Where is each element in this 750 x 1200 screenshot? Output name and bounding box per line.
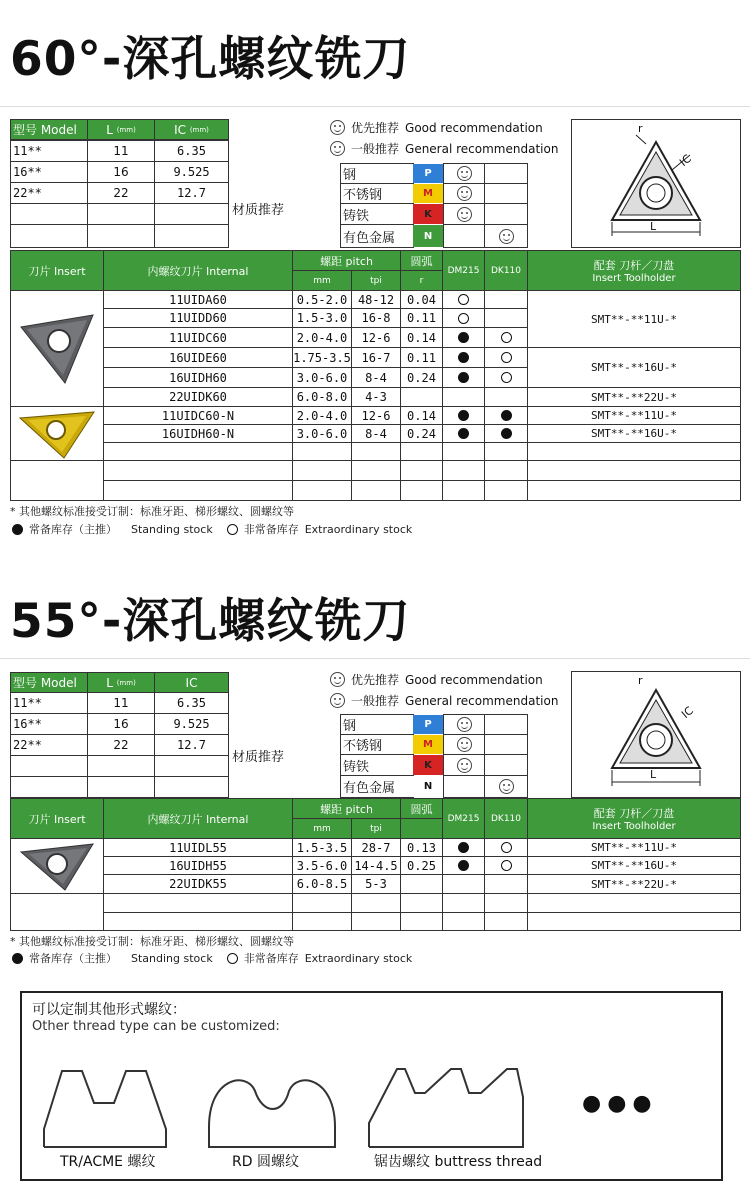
empty-cell <box>351 442 401 461</box>
pitch-tpi: 16-8 <box>351 308 401 328</box>
pitch-mm: 3.0-6.0 <box>292 424 352 443</box>
pitch-tpi: 5-3 <box>351 874 401 894</box>
empty-cell <box>103 912 293 931</box>
smiley-icon <box>330 672 345 687</box>
pitch-tpi: 12-6 <box>351 406 401 425</box>
dm215-rating <box>443 224 485 248</box>
custom-note: * 其他螺纹标准接受订制：标准牙距、梯形螺纹、圆螺纹等 <box>10 505 294 518</box>
pitch-tpi: 14-4.5 <box>351 856 401 875</box>
extraordinary-stock-icon <box>227 953 238 964</box>
empty-cell <box>527 442 741 461</box>
stock-legend: 常备库存（主推） Standing stock 非常备库存 Extraordinary stock <box>12 950 412 966</box>
spec-empty-cell <box>10 224 88 248</box>
empty-cell <box>527 893 741 913</box>
extraordinary-stock-icon <box>501 332 512 343</box>
dm215-cell <box>442 387 485 407</box>
pitch-tpi: 8-4 <box>351 424 401 443</box>
dk110-rating <box>484 224 528 248</box>
radius-r-header: r <box>400 270 443 291</box>
dk110-rating <box>484 183 528 204</box>
dk110-rating <box>484 734 528 755</box>
extraordinary-stock-icon <box>501 842 512 853</box>
dm215-header: DM215 <box>442 798 485 839</box>
radius-value: 0.25 <box>400 856 443 875</box>
round-thread-icon <box>207 1057 337 1149</box>
empty-cell <box>292 912 352 931</box>
pitch-tpi: 16-7 <box>351 347 401 368</box>
toolholder-cell: SMT**-**16U-* <box>527 856 741 875</box>
dk110-cell <box>484 308 528 328</box>
pitch-tpi: 48-12 <box>351 290 401 309</box>
dm215-cell <box>442 308 485 328</box>
dm215-cell <box>442 874 485 894</box>
empty-cell <box>292 442 352 461</box>
thread-type-label: TR/ACME 螺纹 <box>60 1154 156 1170</box>
smiley-icon <box>330 120 345 135</box>
insert-image-gold <box>10 406 104 461</box>
insert-header: 刀片 Insert <box>10 798 104 839</box>
spec-IC-cell: 12.7 <box>154 734 229 756</box>
pitch-mm: 0.5-2.0 <box>292 290 352 309</box>
spec-IC-cell: 9.525 <box>154 161 229 183</box>
diagram-l-label: L <box>650 220 657 233</box>
insert-code: 11UIDD60 <box>103 308 293 328</box>
spec-L-cell: 22 <box>87 734 155 756</box>
insert-code: 22UIDK55 <box>103 874 293 894</box>
empty-cell <box>103 460 293 481</box>
dm215-cell <box>442 290 485 309</box>
dm215-cell <box>442 367 485 388</box>
toolholder-cell: SMT**-**11U-* <box>527 290 741 348</box>
section-60-title: 60°-深孔螺纹铣刀 <box>10 32 411 87</box>
material-code-K: K <box>413 755 443 775</box>
section-55-title: 55°-深孔螺纹铣刀 <box>10 594 411 649</box>
radius-value <box>400 387 443 407</box>
spec-IC-cell: 12.7 <box>154 182 229 204</box>
standing-stock-icon <box>458 842 469 853</box>
spec-empty-cell <box>87 224 155 248</box>
dm215-cell <box>442 856 485 875</box>
insert-code: 16UIDH60 <box>103 367 293 388</box>
material-code-M: M <box>413 735 443 754</box>
smiley-icon <box>330 693 345 708</box>
standing-stock-icon <box>12 524 23 535</box>
material-name: 有色金属 <box>340 224 414 248</box>
dm215-cell <box>442 838 485 857</box>
pitch-tpi: 8-4 <box>351 367 401 388</box>
standing-stock-icon <box>458 352 469 363</box>
radius-value: 0.04 <box>400 290 443 309</box>
spec-empty-cell <box>10 776 88 798</box>
extraordinary-stock-icon <box>501 372 512 383</box>
empty-cell <box>400 442 443 461</box>
radius-value: 0.13 <box>400 838 443 857</box>
dk110-rating <box>484 163 528 184</box>
dk110-cell <box>484 874 528 894</box>
diagram-ic-label: IC <box>679 704 696 721</box>
radius-value: 0.14 <box>400 327 443 348</box>
insert-header: 刀片 Insert <box>10 250 104 291</box>
buttress-thread-icon <box>367 1057 527 1149</box>
pitch-header: 螺距 pitch <box>292 250 401 271</box>
standing-stock-icon <box>501 410 512 421</box>
smiley-icon <box>499 779 514 794</box>
diagram-r-label: r <box>638 122 643 135</box>
spec-IC-cell: 9.525 <box>154 713 229 735</box>
dk110-rating <box>484 714 528 735</box>
standing-stock-icon <box>458 372 469 383</box>
diagram-r-label: r <box>638 674 643 687</box>
smiley-icon <box>457 166 472 181</box>
spec-empty-cell <box>154 776 229 798</box>
legend-good: 优先推荐 Good recommendation <box>330 119 543 136</box>
internal-header: 内螺纹刀片 Internal <box>103 798 293 839</box>
pitch-tpi: 12-6 <box>351 327 401 348</box>
dm215-rating <box>443 775 485 798</box>
spec-model-cell: 16** <box>10 713 88 735</box>
gold-triangle-insert-icon <box>16 408 98 460</box>
custom-thread-box <box>20 991 723 1181</box>
spec-empty-cell <box>154 203 229 225</box>
insert-dimension-diagram <box>571 119 741 248</box>
smiley-icon <box>499 229 514 244</box>
radius-r-header <box>400 818 443 839</box>
gray-triangle-insert-icon <box>17 840 97 892</box>
spec-L-cell: 16 <box>87 161 155 183</box>
internal-header: 内螺纹刀片 Internal <box>103 250 293 291</box>
dm215-cell <box>442 424 485 443</box>
empty-cell <box>292 480 352 501</box>
spec-model-header: 型号 Model <box>10 119 88 140</box>
insert-code: 22UIDK60 <box>103 387 293 407</box>
material-code-P: P <box>413 164 443 183</box>
pitch-mm: 2.0-4.0 <box>292 327 352 348</box>
pitch-mm-header: mm <box>292 270 352 291</box>
spec-model-cell: 22** <box>10 182 88 204</box>
empty-cell <box>442 893 485 913</box>
empty-cell <box>484 442 528 461</box>
dm215-cell <box>442 406 485 425</box>
insert-code: 16UIDE60 <box>103 347 293 368</box>
empty-cell <box>103 480 293 501</box>
dm215-rating <box>443 203 485 225</box>
diagram-l-label: L <box>650 768 657 781</box>
insert-code: 11UIDL55 <box>103 838 293 857</box>
dm215-rating <box>443 163 485 184</box>
toolholder-cell: SMT**-**11U-* <box>527 838 741 857</box>
dm215-header: DM215 <box>442 250 485 291</box>
radius-value: 0.11 <box>400 347 443 368</box>
dk110-cell <box>484 424 528 443</box>
material-name: 不锈钢 <box>340 183 414 204</box>
material-name: 不锈钢 <box>340 734 414 755</box>
toolholder-cell: SMT**-**22U-* <box>527 874 741 894</box>
standing-stock-icon <box>12 953 23 964</box>
empty-cell <box>484 912 528 931</box>
spec-IC-cell: 6.35 <box>154 692 229 714</box>
empty-cell <box>527 480 741 501</box>
spec-L-header: L (mm) <box>87 672 155 693</box>
extraordinary-stock-icon <box>458 294 469 305</box>
radius-value: 0.14 <box>400 406 443 425</box>
extraordinary-stock-icon <box>501 860 512 871</box>
dk110-cell <box>484 387 528 407</box>
dk110-cell <box>484 347 528 368</box>
smiley-icon <box>457 737 472 752</box>
radius-header: 圆弧 <box>400 250 443 271</box>
spec-empty-cell <box>154 755 229 777</box>
empty-cell <box>484 460 528 481</box>
empty-cell <box>10 893 104 931</box>
radius-value: 0.24 <box>400 424 443 443</box>
divider <box>0 106 750 107</box>
spec-IC-cell: 6.35 <box>154 140 229 162</box>
empty-cell <box>442 460 485 481</box>
toolholder-cell: SMT**-**16U-* <box>527 424 741 443</box>
pitch-mm: 1.5-3.5 <box>292 838 352 857</box>
dk110-rating <box>484 754 528 776</box>
pitch-tpi-header: tpi <box>351 818 401 839</box>
pitch-mm: 3.5-6.0 <box>292 856 352 875</box>
pitch-mm: 3.0-6.0 <box>292 367 352 388</box>
custom-title-en: Other thread type can be customized: <box>32 1019 280 1034</box>
custom-title-cn: 可以定制其他形式螺纹： <box>32 1002 186 1018</box>
thread-type-label: 锯齿螺纹 buttress thread <box>374 1154 543 1170</box>
spec-model-cell: 22** <box>10 734 88 756</box>
empty-cell <box>400 460 443 481</box>
legend-general: 一般推荐 General recommendation <box>330 692 558 709</box>
pitch-tpi-header: tpi <box>351 270 401 291</box>
dm215-rating <box>443 734 485 755</box>
material-name: 铸铁 <box>340 754 414 776</box>
pitch-mm: 6.0-8.0 <box>292 387 352 407</box>
standing-stock-icon <box>458 410 469 421</box>
dk110-cell <box>484 327 528 348</box>
gray-triangle-insert-icon <box>17 311 97 387</box>
spec-empty-cell <box>87 203 155 225</box>
dk110-header: DK110 <box>484 250 528 291</box>
empty-cell <box>103 893 293 913</box>
smiley-icon <box>330 141 345 156</box>
pitch-tpi: 28-7 <box>351 838 401 857</box>
dk110-cell <box>484 290 528 309</box>
empty-cell <box>527 460 741 481</box>
spec-empty-cell <box>87 755 155 777</box>
dk110-rating <box>484 203 528 225</box>
material-name: 钢 <box>340 163 414 184</box>
dm215-rating <box>443 183 485 204</box>
extraordinary-stock-icon <box>227 524 238 535</box>
material-title: 材质推荐 <box>232 203 285 218</box>
dk110-cell <box>484 838 528 857</box>
legend-good: 优先推荐 Good recommendation <box>330 671 543 688</box>
spec-L-cell: 11 <box>87 692 155 714</box>
pitch-mm: 2.0-4.0 <box>292 406 352 425</box>
standing-stock-icon <box>458 428 469 439</box>
pitch-tpi: 4-3 <box>351 387 401 407</box>
pitch-mm: 6.0-8.5 <box>292 874 352 894</box>
empty-cell <box>442 442 485 461</box>
empty-cell <box>400 912 443 931</box>
insert-image-gray <box>10 838 104 894</box>
spec-model-cell: 16** <box>10 161 88 183</box>
empty-cell <box>351 480 401 501</box>
radius-value: 0.11 <box>400 308 443 328</box>
empty-cell <box>527 912 741 931</box>
material-name: 铸铁 <box>340 203 414 225</box>
custom-note: * 其他螺纹标准接受订制：标准牙距、梯形螺纹、圆螺纹等 <box>10 935 294 948</box>
spec-IC-header: IC (mm) <box>154 119 229 140</box>
spec-L-cell: 22 <box>87 182 155 204</box>
smiley-icon <box>457 717 472 732</box>
smiley-icon <box>457 207 472 222</box>
material-code-P: P <box>413 715 443 734</box>
pitch-header: 螺距 pitch <box>292 798 401 819</box>
spec-L-header: L (mm) <box>87 119 155 140</box>
more-ellipsis: ●●● <box>582 1091 658 1116</box>
radius-value: 0.24 <box>400 367 443 388</box>
standing-stock-icon <box>458 332 469 343</box>
trapezoid-thread-icon <box>42 1057 170 1149</box>
stock-legend: 常备库存（主推） Standing stock 非常备库存 Extraordinary stock <box>12 521 412 537</box>
diagram-ic-label: IC <box>677 152 694 169</box>
spec-model-cell: 11** <box>10 692 88 714</box>
spec-L-cell: 11 <box>87 140 155 162</box>
radius-value <box>400 874 443 894</box>
smiley-icon <box>457 758 472 773</box>
material-code-M: M <box>413 184 443 203</box>
insert-code: 11UIDC60-N <box>103 406 293 425</box>
dm215-rating <box>443 754 485 776</box>
spec-IC-header: IC <box>154 672 229 693</box>
spec-empty-cell <box>10 203 88 225</box>
extraordinary-stock-icon <box>458 313 469 324</box>
empty-cell <box>442 480 485 501</box>
empty-cell <box>10 460 104 501</box>
dm215-cell <box>442 347 485 368</box>
dk110-cell <box>484 856 528 875</box>
material-name: 钢 <box>340 714 414 735</box>
material-code-N: N <box>413 225 443 247</box>
standing-stock-icon <box>458 860 469 871</box>
spec-model-cell: 11** <box>10 140 88 162</box>
spec-empty-cell <box>10 755 88 777</box>
toolholder-header: 配套 刀杆／刀盘 Insert Toolholder <box>527 798 741 839</box>
material-code-N: N <box>413 776 443 797</box>
insert-dimension-diagram <box>571 671 741 798</box>
empty-cell <box>292 893 352 913</box>
dk110-header: DK110 <box>484 798 528 839</box>
empty-cell <box>484 893 528 913</box>
empty-cell <box>442 912 485 931</box>
empty-cell <box>351 893 401 913</box>
legend-general: 一般推荐 General recommendation <box>330 140 558 157</box>
dk110-cell <box>484 367 528 388</box>
smiley-icon <box>457 186 472 201</box>
empty-cell <box>351 912 401 931</box>
material-code-K: K <box>413 204 443 224</box>
material-title: 材质推荐 <box>232 750 285 765</box>
pitch-mm-header: mm <box>292 818 352 839</box>
toolholder-cell: SMT**-**16U-* <box>527 347 741 388</box>
empty-cell <box>351 460 401 481</box>
pitch-mm: 1.75-3.5 <box>292 347 352 368</box>
standing-stock-icon <box>501 428 512 439</box>
insert-code: 11UIDA60 <box>103 290 293 309</box>
empty-cell <box>484 480 528 501</box>
pitch-mm: 1.5-3.0 <box>292 308 352 328</box>
empty-cell <box>292 460 352 481</box>
divider <box>0 658 750 659</box>
radius-header: 圆弧 <box>400 798 443 819</box>
extraordinary-stock-icon <box>501 352 512 363</box>
insert-code: 11UIDC60 <box>103 327 293 348</box>
empty-cell <box>103 442 293 461</box>
spec-model-header: 型号 Model <box>10 672 88 693</box>
dk110-rating <box>484 775 528 798</box>
spec-L-cell: 16 <box>87 713 155 735</box>
toolholder-cell: SMT**-**11U-* <box>527 406 741 425</box>
toolholder-header: 配套 刀杆／刀盘 Insert Toolholder <box>527 250 741 291</box>
insert-image-gray <box>10 290 104 407</box>
toolholder-cell: SMT**-**22U-* <box>527 387 741 407</box>
thread-type-label: RD 圆螺纹 <box>232 1154 299 1170</box>
dk110-cell <box>484 406 528 425</box>
spec-empty-cell <box>87 776 155 798</box>
insert-code: 16UIDH60-N <box>103 424 293 443</box>
dm215-cell <box>442 327 485 348</box>
empty-cell <box>400 893 443 913</box>
material-name: 有色金属 <box>340 775 414 798</box>
dm215-rating <box>443 714 485 735</box>
spec-empty-cell <box>154 224 229 248</box>
empty-cell <box>400 480 443 501</box>
insert-code: 16UIDH55 <box>103 856 293 875</box>
